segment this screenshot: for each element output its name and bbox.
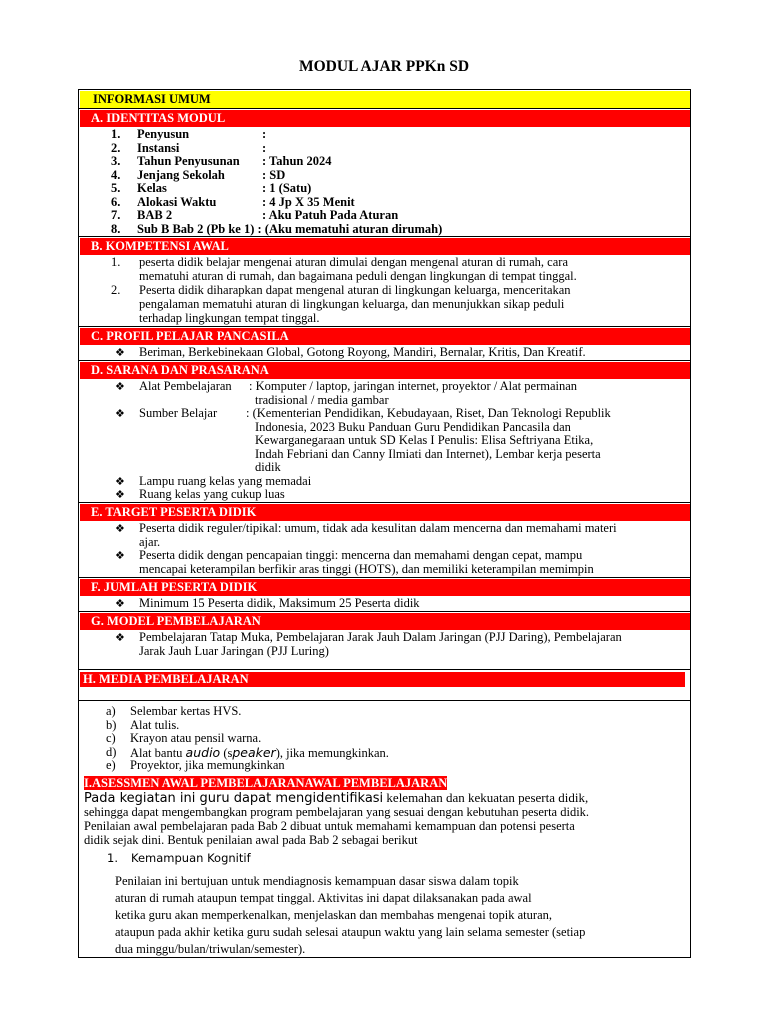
diamond-bullet-icon: ❖ <box>115 597 125 610</box>
sarana-item: Lampu ruang kelas yang memadai <box>139 473 312 488</box>
media-text-italic: peaker <box>232 744 276 760</box>
section-g-header: G. MODEL PEMBELAJARAN <box>80 613 690 630</box>
identitas-value: : Tahun 2024 <box>262 154 332 168</box>
sumber-line: didik <box>255 460 281 474</box>
identitas-value: : Aku Patuh Pada Aturan <box>262 208 399 222</box>
identitas-label: Sub B Bab 2 (Pb ke 1) : (Aku mematuhi aturan dirumah) <box>137 221 443 236</box>
section-d-header: D. SARANA DAN PRASARANA <box>80 362 690 379</box>
jumlah-item: Minimum 15 Peserta didik, Maksimum 25 Peserta didik <box>139 596 420 610</box>
target-line: Peserta didik reguler/tipikal: umum, tidak ada kesulitan dalam mencerna dan memahami materi <box>139 521 617 535</box>
list-number: 1. <box>111 255 121 269</box>
section-h-header: H. MEDIA PEMBELAJARAN <box>80 672 685 687</box>
sumber-label: Sumber Belajar <box>139 406 218 420</box>
list-letter: e) <box>106 758 116 772</box>
target-line: Peserta didik dengan pencapaian tinggi: mencerna dan memahami dengan cepat, mampu <box>139 548 583 562</box>
kompetensi-line: peserta didik belajar mengenai aturan dimulai dengan mengenal aturan di rumah, cara <box>139 255 568 269</box>
section-i-header <box>84 777 447 791</box>
sumber-line: : (Kementerian Pendidikan, Kebudayaan, Riset, Dan Teknologi Republik <box>246 406 611 420</box>
divider <box>78 577 691 578</box>
media-text: (s <box>220 745 233 760</box>
divider <box>78 611 691 612</box>
diamond-bullet-icon: ❖ <box>115 474 125 488</box>
section-i-header-text: I.ASESSMEN AWAL PEMBELAJARANAWAL PEMBELAJARAN <box>84 776 448 790</box>
identitas-value: : <box>262 127 267 141</box>
info-umum-header: INFORMASI UMUM <box>80 91 690 108</box>
kompetensi-line: Peserta didik diharapkan dapat mengenal aturan di lingkungan keluarga, menceritakan <box>139 283 571 297</box>
asesmen-line: didik sejak dini. Bentuk penilaian awal pada Bab 2 sebagai berikut <box>84 833 418 847</box>
section-e-header: E. TARGET PESERTA DIDIK <box>80 504 690 521</box>
alat-line: : Komputer / laptop, jaringan internet, proyektor / Alat permainan <box>249 379 578 393</box>
media-text: ), jika memungkinkan. <box>275 745 389 760</box>
list-letter: d) <box>106 744 117 759</box>
divider <box>78 360 691 361</box>
sumber-line: Indah Febriani dan Canny Ilmiati dan Internet), Lembar kerja peserta <box>255 446 601 461</box>
list-number: 7. <box>111 208 121 222</box>
divider <box>78 108 691 109</box>
list-number: 1. <box>107 851 118 865</box>
asesmen-intro-lead: Pada kegiatan ini guru dapat mengidentifikasi <box>84 791 384 806</box>
diamond-bullet-icon: ❖ <box>115 380 125 393</box>
asesmen-intro-rest: kelemahan dan kekuatan peserta didik, <box>383 790 589 805</box>
list-number: 4. <box>111 167 121 182</box>
identitas-label: Instansi <box>137 140 180 155</box>
list-number: 6. <box>111 194 121 209</box>
identitas-label: Jenjang Sekolah <box>137 167 225 182</box>
list-number: 2. <box>111 283 121 297</box>
identitas-label: Tahun Penyusunan <box>137 154 240 168</box>
list-number: 1. <box>111 127 121 141</box>
media-item: Selembar kertas HVS. <box>130 704 242 718</box>
section-c-header: C. PROFIL PELAJAR PANCASILA <box>80 328 690 345</box>
sumber-line: Kewarganegaraan untuk SD Kelas I Penulis: Elisa Seftriyana Etika, <box>255 433 594 447</box>
page-title: MODUL AJAR PPKn SD <box>298 58 470 75</box>
asesmen-paragraph-line: ataupun pada akhir ketika guru sudah selesai ataupun waktu yang lain selama semester (setiap <box>115 925 586 939</box>
media-text-italic: audio <box>185 744 221 760</box>
identitas-label: BAB 2 <box>137 208 173 222</box>
media-text: Alat bantu <box>130 745 186 760</box>
list-letter: a) <box>106 704 116 718</box>
divider <box>78 669 691 670</box>
diamond-bullet-icon: ❖ <box>115 407 125 420</box>
section-b-header: B. KOMPETENSI AWAL <box>80 238 690 255</box>
kompetensi-line: mematuhi aturan di rumah, dan bagaimana peduli dengan lingkungan di tempat tinggal. <box>139 269 577 283</box>
media-item: Alat tulis. <box>130 717 180 732</box>
identitas-value: : 4 Jp X 35 Menit <box>262 194 355 209</box>
asesmen-intro <box>84 791 588 806</box>
section-a-header: A. IDENTITAS MODUL <box>80 110 690 127</box>
diamond-bullet-icon: ❖ <box>115 488 125 501</box>
target-line: ajar. <box>139 534 161 549</box>
divider <box>78 502 691 503</box>
sumber-line: Indonesia, 2023 Buku Panduan Guru Pendidikan Pancasila dan <box>255 419 571 434</box>
divider <box>78 326 691 327</box>
identitas-value: : <box>262 140 267 155</box>
identitas-value: : SD <box>262 167 286 182</box>
list-number: 3. <box>111 154 121 168</box>
asesmen-line: sehingga dapat mengembangkan program pembelajaran yang sesuai dengan kebutuhan peserta didik. <box>84 805 590 819</box>
list-number: 8. <box>111 221 121 236</box>
section-f-header: F. JUMLAH PESERTA DIDIK <box>80 579 690 596</box>
asesmen-paragraph-line: ketika guru akan memperkenalkan, menjelaskan dan membahas mengenai topik aturan, <box>115 908 552 922</box>
identitas-value: : 1 (Satu) <box>262 181 312 195</box>
list-number: 2. <box>111 140 121 155</box>
diamond-bullet-icon: ❖ <box>115 549 125 562</box>
diamond-bullet-icon: ❖ <box>115 631 125 644</box>
alat-line: tradisional / media gambar <box>255 392 389 407</box>
kompetensi-line: pengalaman mematuhi aturan di lingkungan keluarga, dan menunjukkan sikap peduli <box>139 297 565 311</box>
target-line: mencapai keterampilan berfikir aras tinggi (HOTS), dan memiliki keterampilan memimpin <box>139 561 594 576</box>
divider <box>78 236 691 237</box>
asesmen-line: Penilaian awal pembelajaran pada Bab 2 dibuat untuk memahami kemampuan dan potensi peserta <box>84 819 575 833</box>
kompetensi-line: terhadap lingkungan tempat tinggal. <box>139 311 320 325</box>
list-letter: b) <box>106 717 117 732</box>
identitas-label: Alokasi Waktu <box>137 194 217 209</box>
asesmen-paragraph-line: dua minggu/bulan/triwulan/semester). <box>115 942 306 956</box>
asesmen-paragraph-line: aturan di rumah ataupun tempat tinggal. Aktivitas ini dapat dilaksanakan pada awal <box>115 891 532 905</box>
list-number: 5. <box>111 181 121 195</box>
divider <box>78 700 691 701</box>
list-letter: c) <box>106 731 116 745</box>
alat-label: Alat Pembelajaran <box>139 379 232 393</box>
profil-item: Beriman, Berkebinekaan Global, Gotong Royong, Mandiri, Bernalar, Kritis, Dan Kreatif. <box>139 345 586 359</box>
model-line: Pembelajaran Tatap Muka, Pembelajaran Jarak Jauh Dalam Jaringan (PJJ Daring), Pembelajaran <box>139 630 622 644</box>
media-item: Proyektor, jika memungkinkan <box>130 758 285 772</box>
asesmen-paragraph-line: Penilaian ini bertujuan untuk mendiagnosis kemampuan dasar siswa dalam topik <box>115 874 519 888</box>
identitas-label: Kelas <box>137 181 167 195</box>
diamond-bullet-icon: ❖ <box>115 522 125 535</box>
diamond-bullet-icon: ❖ <box>115 346 125 359</box>
identitas-label: Penyusun <box>137 127 190 141</box>
media-item: Krayon atau pensil warna. <box>130 731 262 745</box>
model-line: Jarak Jauh Luar Jaringan (PJJ Luring) <box>139 643 329 658</box>
subsection-title: Kemampuan Kognitif <box>131 851 251 865</box>
sarana-item: Ruang kelas yang cukup luas <box>139 487 285 501</box>
